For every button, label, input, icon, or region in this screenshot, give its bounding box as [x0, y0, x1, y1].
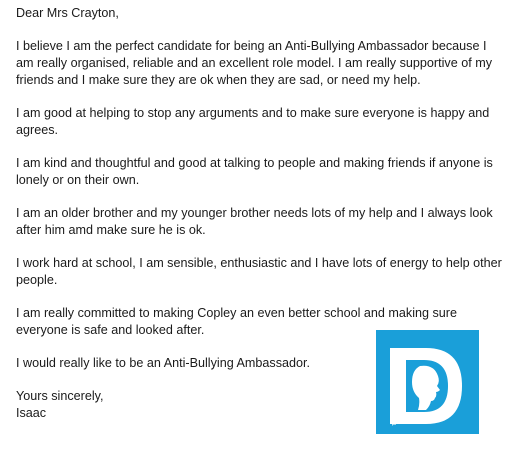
paragraph-2: I am good at helping to stop any arguments and to make sure everyone is happy and agrees.	[16, 106, 490, 137]
signature: Isaac	[16, 406, 47, 420]
paragraph-7: I would really like to be an Anti-Bullying Ambassador.	[16, 356, 311, 370]
paragraph-4: I am an older brother and my younger brother needs lots of my help and I always look after him amd make sure he is ok.	[16, 206, 493, 237]
paragraph-5: I work hard at school, I am sensible, enthusiastic and I have lots of energy to help other people.	[16, 256, 502, 287]
diana-award-logo-icon	[376, 330, 479, 434]
paragraph-1: I believe I am the perfect candidate for being an Anti-Bullying Ambassador because I am really organised, reliable and an excellent role model. I am really supportive of my friends and I make sure they are ok when they are sad, or need my help.	[16, 39, 492, 87]
logo-text: THE DIANA AWARD	[392, 366, 398, 426]
salutation: Dear Mrs Crayton,	[16, 6, 119, 20]
paragraph-3: I am kind and thoughtful and good at talking to people and making friends if anyone is lonely or on their own.	[16, 156, 493, 187]
closing: Yours sincerely,	[16, 389, 104, 403]
paragraph-6: I am really committed to making Copley an even better school and making sure everyone is safe and looked after.	[16, 306, 457, 337]
